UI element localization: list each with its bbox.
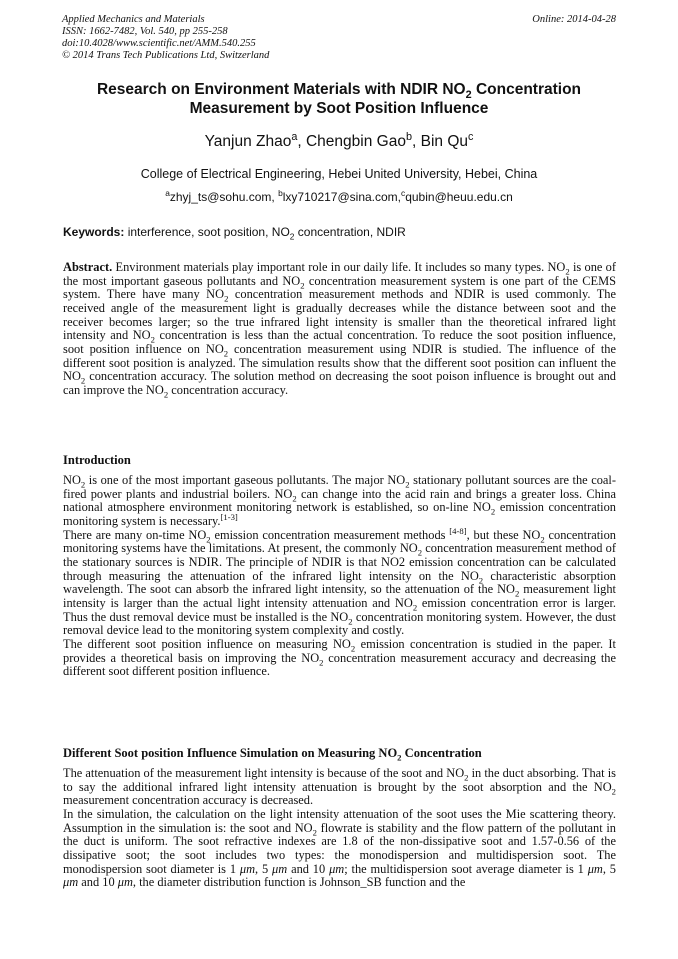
title-line-1: Research on Environment Materials with NDIR $NO_2$ Concentration	[96, 81, 582, 102]
micrometer-unit: μm	[63, 875, 79, 890]
issn-line: ISSN: 1662-7482, Vol. 540, pp 255-258	[62, 26, 228, 37]
keywords-label: Keywords:	[63, 225, 125, 239]
paragraph: There are many on-time $NO_2$ emission concentration measurement methods [4-8], but these $NO_2$ concentration monitoring systems have the limitations. At present, the commonly $NO_2$ concentration measurement method of the stationary sources is NDIR. The principle of NDIR is that NO2 emission concentration can be calculated through measuring the attenuation of the infrared light intensity on the $NO_2$ characteristic absorption wavelength. The soot can absorb the infrared light intensity, so the attenuation of the $NO_2$ measurement light intensity is larger than the actual light intensity attenuation and $NO_2$ emission concentration error is larger. Thus the dust removal device must be installed is the $NO_2$ concentration monitoring system. However, the dust removal device lead to the monitoring system complexity and costly.	[63, 525, 616, 638]
micrometer-unit: μm	[587, 861, 603, 876]
micrometer-unit: μm	[329, 861, 345, 876]
introduction-body	[63, 474, 616, 679]
doi-line: doi:10.4028/www.scientific.net/AMM.540.255	[62, 38, 256, 49]
author-emails: $^a$zhyj_ts@sohu.com, $^b$lxy710217@sina.com,$^c$qubin@heuu.edu.cn	[165, 188, 513, 204]
email-link[interactable]: zhyj_ts@sohu.com,	[169, 190, 279, 204]
citation[interactable]: [4-8]	[449, 525, 467, 536]
journal-header	[62, 14, 616, 62]
paragraph: In the simulation, the calculation on the light intensity attenuation of the soot uses the Mie scattering theory. Assumption in the simulation is: the soot and $NO_2$ flowrate is stability and the flow pattern of the pollutant in the duct is uniform. The soot refractive indexes are 1.8 of the non-dissipative soot and 1.57-0.56 of the dissipative soot; the soot includes two types: the monodispersion and multidispersion soot. The monodispersion soot diameter is 1 μm, 5 μm and 10 μm; the multidispersion soot average diameter is 1 μm, 5 μm and 10 μm, the diameter distribution function is Johnson_SB function and the	[63, 806, 617, 890]
citation[interactable]: [1-3]	[220, 511, 238, 522]
paper-title	[70, 80, 608, 118]
author-name: Bin Qu	[420, 133, 468, 150]
section-heading-introduction: Introduction	[63, 453, 131, 467]
journal-name: Applied Mechanics and Materials	[62, 14, 205, 25]
copyright-line: © 2014 Trans Tech Publications Ltd, Switzerland	[62, 50, 270, 61]
author-name: Yanjun Zhao	[204, 133, 292, 150]
email-link[interactable]: qubin@heuu.edu.cn	[405, 190, 513, 204]
title-line-2: Measurement by Soot Position Influence	[189, 100, 489, 117]
micrometer-unit: μm	[117, 875, 133, 890]
abstract-label: Abstract.	[63, 260, 113, 274]
micrometer-unit: μm	[239, 861, 256, 876]
author-name: Chengbin Gao	[305, 133, 406, 150]
email-link[interactable]: lxy710217@sina.com,	[282, 190, 402, 204]
paragraph: The different soot position influence on measuring $NO_2$ emission concentration is studied in the paper. It provides a theoretical basis on improving the $NO_2$ concentration measurement accuracy and decreasing the different soot different position influence.	[63, 636, 616, 679]
paragraph: The attenuation of the measurement light intensity is because of the soot and $NO_2$ in the duct absorbing. That is to say the additional infrared light intensity attenuation is brought by the soot absorption and the $NO_2$ measurement concentration accuracy is decreased.	[63, 766, 616, 808]
affiliation: College of Electrical Engineering, Hebei United University, Hebei, China	[140, 167, 538, 181]
online-date: Online: 2014-04-28	[532, 14, 616, 25]
keywords: Keywords: interference, soot position, $NO_2$ concentration, NDIR	[63, 225, 406, 242]
abstract: Abstract. Environment materials play important role in our daily life. It includes so many types. $NO_2$ is one of the most important gaseous pollutants and $NO_2$ concentration measurement system is one part of the CEMS system. There have many $NO_2$ concentration measurement methods and NDIR is used commonly. The received angle of the measurement light is gradually decreases while the distance between soot and the receiver becomes larger; so the true infrared light intensity is smaller than the theoretical infrared light intensity and $NO_2$ concentration is less than the actual concentration. To reduce the soot position influence, soot position influence on $NO_2$ concentration measurement using NDIR is studied. The influence of the different soot position is analyzed. The simulation results show that the different soot position can influent the $NO_2$ concentration accuracy. The solution method on decreasing the soot poison influence is brought out and can improve the $NO_2$ concentration accuracy.	[63, 260, 617, 400]
section-heading-simulation: Different Soot position Influence Simulation on Measuring $NO_2$ Concentration	[63, 746, 482, 763]
author-list: Yanjun Zhao$^a$, Chengbin Gao$^b$, Bin Qu$^c$	[204, 130, 474, 150]
paragraph: $NO_2$ is one of the most important gaseous pollutants. The major $NO_2$ stationary pollutant sources are the coal-fired power plants and industrial boilers. $NO_2$ can change into the acid rain and brings a greater loss. China national atmosphere environment monitoring network is established, so on-line $NO_2$ emission concentration monitoring system is necessary.[1-3]	[63, 473, 616, 528]
micrometer-unit: μm	[272, 861, 288, 876]
simulation-body	[63, 767, 616, 890]
